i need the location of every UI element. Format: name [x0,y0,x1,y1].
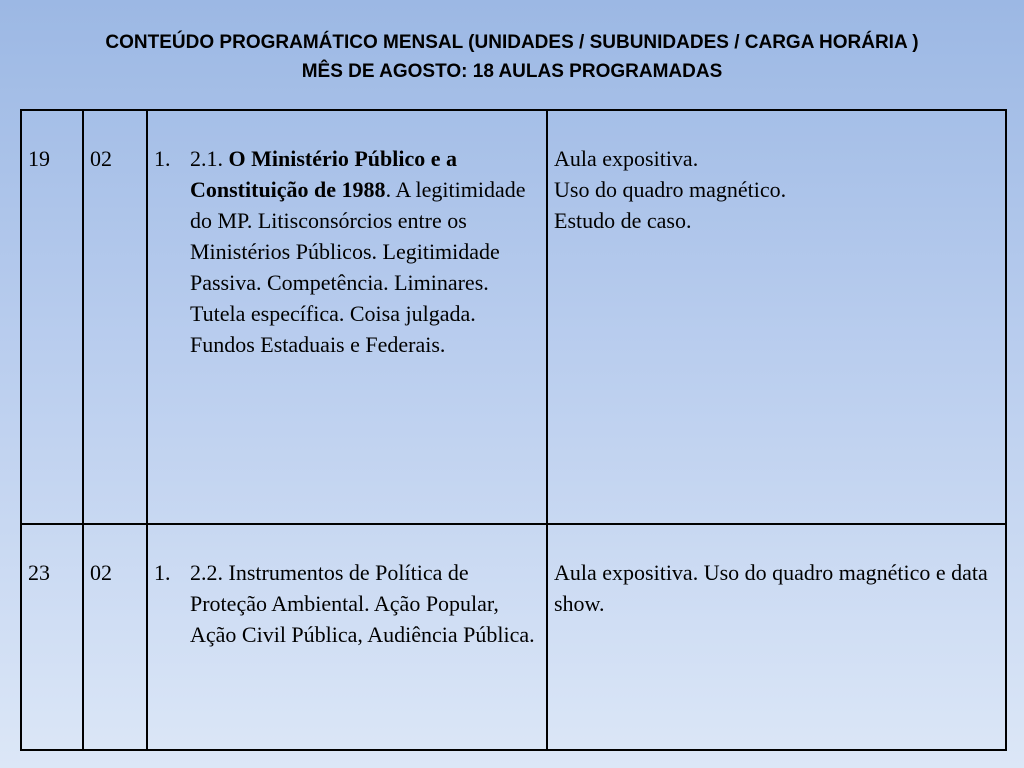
method-line: Estudo de caso. [554,208,692,233]
method-line: Aula expositiva. Uso do quadro magnético e data show. [554,560,988,616]
list-item [154,143,542,360]
methods-cell [547,524,1006,750]
schedule-table [20,109,1007,751]
day-cell: 19 [21,110,83,524]
content-cell [147,110,547,524]
content-suffix: . A legitimidade do MP. Litisconsórcios entre os Ministérios Públicos. Legitimidade Passiva. Competência. Liminares. Tutela específica. Coisa julgada. Fundos Estaduais e Federais. [190,177,526,357]
content-bold-title: O Ministério Público e a Constituição de 1988 [190,146,458,202]
content-prefix: 2.1. [190,146,229,171]
method-line: Uso do quadro magnético. [554,177,787,202]
class-count-cell: 02 [83,110,147,524]
class-count-cell: 02 [83,524,147,750]
content-text [190,143,542,360]
content-cell [147,524,547,750]
list-number: 1. [154,560,171,585]
content-text: 2.2. Instrumentos de Política de Proteção Ambiental. Ação Popular, Ação Civil Pública, Audiência Pública. [190,560,535,647]
methods-cell [547,110,1006,524]
slide-title [0,28,1024,86]
list-number: 1. [154,146,171,171]
table-row [21,524,1006,750]
title-line-1: CONTEÚDO PROGRAMÁTICO MENSAL (UNIDADES / SUBUNIDADES / CARGA HORÁRIA ) [105,32,919,53]
method-line: Aula expositiva. [554,146,699,171]
title-line-2: MÊS DE AGOSTO: 18 AULAS PROGRAMADAS [301,61,723,82]
list-item [154,557,542,650]
table-row [21,110,1006,524]
day-cell: 23 [21,524,83,750]
